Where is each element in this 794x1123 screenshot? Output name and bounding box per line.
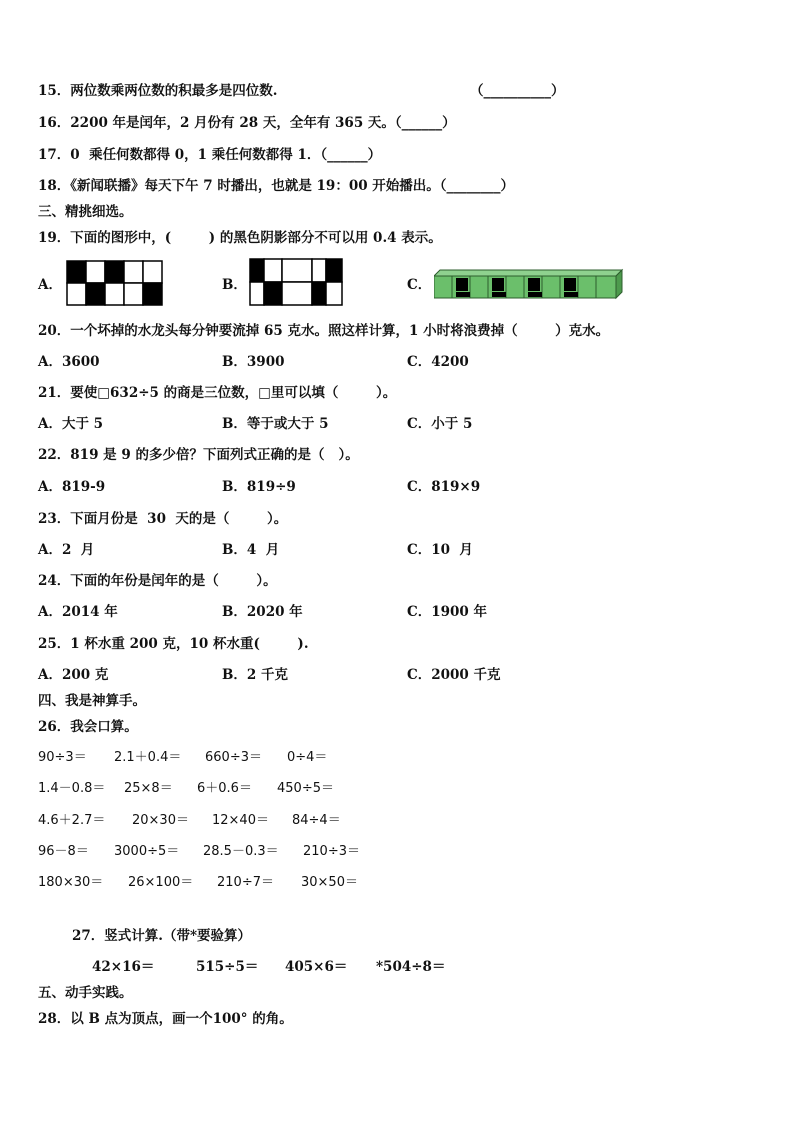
q19-option-c-label[interactable]: C． (407, 277, 432, 293)
question-26-title: 26．我会口算。 (38, 719, 138, 735)
question-15: 15．两位数乘两位数的积最多是四位数. (38, 83, 278, 99)
q22-option-b[interactable]: B．819÷9 (222, 479, 296, 495)
q25-option-b[interactable]: B．2 千克 (222, 667, 289, 683)
figure-option-c (434, 266, 624, 300)
calc-item: 20×30＝ (132, 813, 189, 828)
calc-item: 96－8＝ (38, 844, 89, 859)
q19-option-a-label[interactable]: A． (38, 277, 62, 293)
vertical-calc-item: 405×6＝ (285, 959, 348, 975)
calc-item: 660÷3＝ (205, 750, 262, 765)
calc-item: 2.1＋0.4＝ (114, 750, 182, 765)
q24-option-a[interactable]: A．2014 年 (38, 604, 118, 620)
q24-option-c[interactable]: C．1900 年 (407, 604, 488, 620)
q21-option-c[interactable]: C．小于 5 (407, 416, 473, 432)
calc-item: 12×40＝ (212, 813, 269, 828)
q23-option-a[interactable]: A．2 月 (38, 542, 95, 558)
calc-item: 4.6＋2.7＝ (38, 813, 106, 828)
q21-option-a[interactable]: A．大于 5 (38, 416, 104, 432)
question-25: 25．1 杯水重 200 克，10 杯水重( ). (38, 636, 309, 652)
figure-option-a (66, 260, 164, 306)
calc-item: 210÷7＝ (217, 875, 274, 890)
calc-item: 450÷5＝ (277, 781, 334, 796)
calc-item: 0÷4＝ (287, 750, 328, 765)
figure-option-b (249, 258, 343, 306)
calc-item: 210÷3＝ (303, 844, 360, 859)
q25-option-c[interactable]: C．2000 千克 (407, 667, 501, 683)
calc-item: 28.5－0.3＝ (203, 844, 279, 859)
section-heading-3: 三、精挑细选。 (38, 204, 133, 220)
question-28: 28．以 B 点为顶点，画一个100° 的角。 (38, 1011, 293, 1027)
question-18: 18．《新闻联播》每天下午 7 时播出，也就是 19：00 开始播出。（________） (38, 178, 515, 194)
calc-item: 6＋0.6＝ (197, 781, 252, 796)
calc-item: 30×50＝ (301, 875, 358, 890)
calc-item: 84÷4＝ (292, 813, 341, 828)
calc-item: 25×8＝ (124, 781, 173, 796)
q25-option-a[interactable]: A．200 克 (38, 667, 109, 683)
calc-item: 90÷3＝ (38, 750, 87, 765)
q20-option-a[interactable]: A．3600 (38, 354, 100, 370)
calc-item: 180×30＝ (38, 875, 104, 890)
vertical-calc-item: 42×16＝ (92, 959, 155, 975)
section-heading-4: 四、我是神算手。 (38, 693, 146, 709)
calc-item: 26×100＝ (128, 875, 194, 890)
question-23: 23．下面月份是 30 天的是（ ）。 (38, 511, 288, 527)
calc-item: 1.4－0.8＝ (38, 781, 106, 796)
calc-item: 3000÷5＝ (114, 844, 180, 859)
vertical-calc-item: *504÷8＝ (376, 959, 446, 975)
question-19: 19．下面的图形中，( ) 的黑色阴影部分不可以用 0.4 表示。 (38, 230, 442, 246)
answer-blank-15[interactable]: （__________） (470, 83, 565, 99)
q23-option-b[interactable]: B．4 月 (222, 542, 280, 558)
question-24: 24．下面的年份是闰年的是（ ）。 (38, 573, 277, 589)
question-17: 17．0 乘任何数都得 0，1 乘任何数都得 1．（______） (38, 147, 382, 163)
q20-option-c[interactable]: C．4200 (407, 354, 469, 370)
question-20: 20．一个坏掉的水龙头每分钟要流掉 65 克水。照这样计算，1 小时将浪费掉（ ）克水。 (38, 323, 610, 339)
q19-option-b-label[interactable]: B． (222, 277, 247, 293)
question-16: 16．2200 年是闰年，2 月份有 28 天，全年有 365 天。（______） (38, 115, 456, 131)
q21-option-b[interactable]: B．等于或大于 5 (222, 416, 329, 432)
section-heading-5: 五、动手实践。 (38, 985, 133, 1001)
q23-option-c[interactable]: C．10 月 (407, 542, 473, 558)
question-21: 21．要使□632÷5 的商是三位数，□里可以填（ ）。 (38, 385, 397, 401)
q22-option-c[interactable]: C．819×9 (407, 479, 481, 495)
vertical-calc-item: 515÷5＝ (196, 959, 259, 975)
question-22: 22．819 是 9 的多少倍？下面列式正确的是（ ）。 (38, 447, 359, 463)
question-27-title: 27．竖式计算.（带*要验算） (72, 928, 252, 944)
q20-option-b[interactable]: B．3900 (222, 354, 285, 370)
q24-option-b[interactable]: B．2020 年 (222, 604, 303, 620)
q22-option-a[interactable]: A．819-9 (38, 479, 106, 495)
